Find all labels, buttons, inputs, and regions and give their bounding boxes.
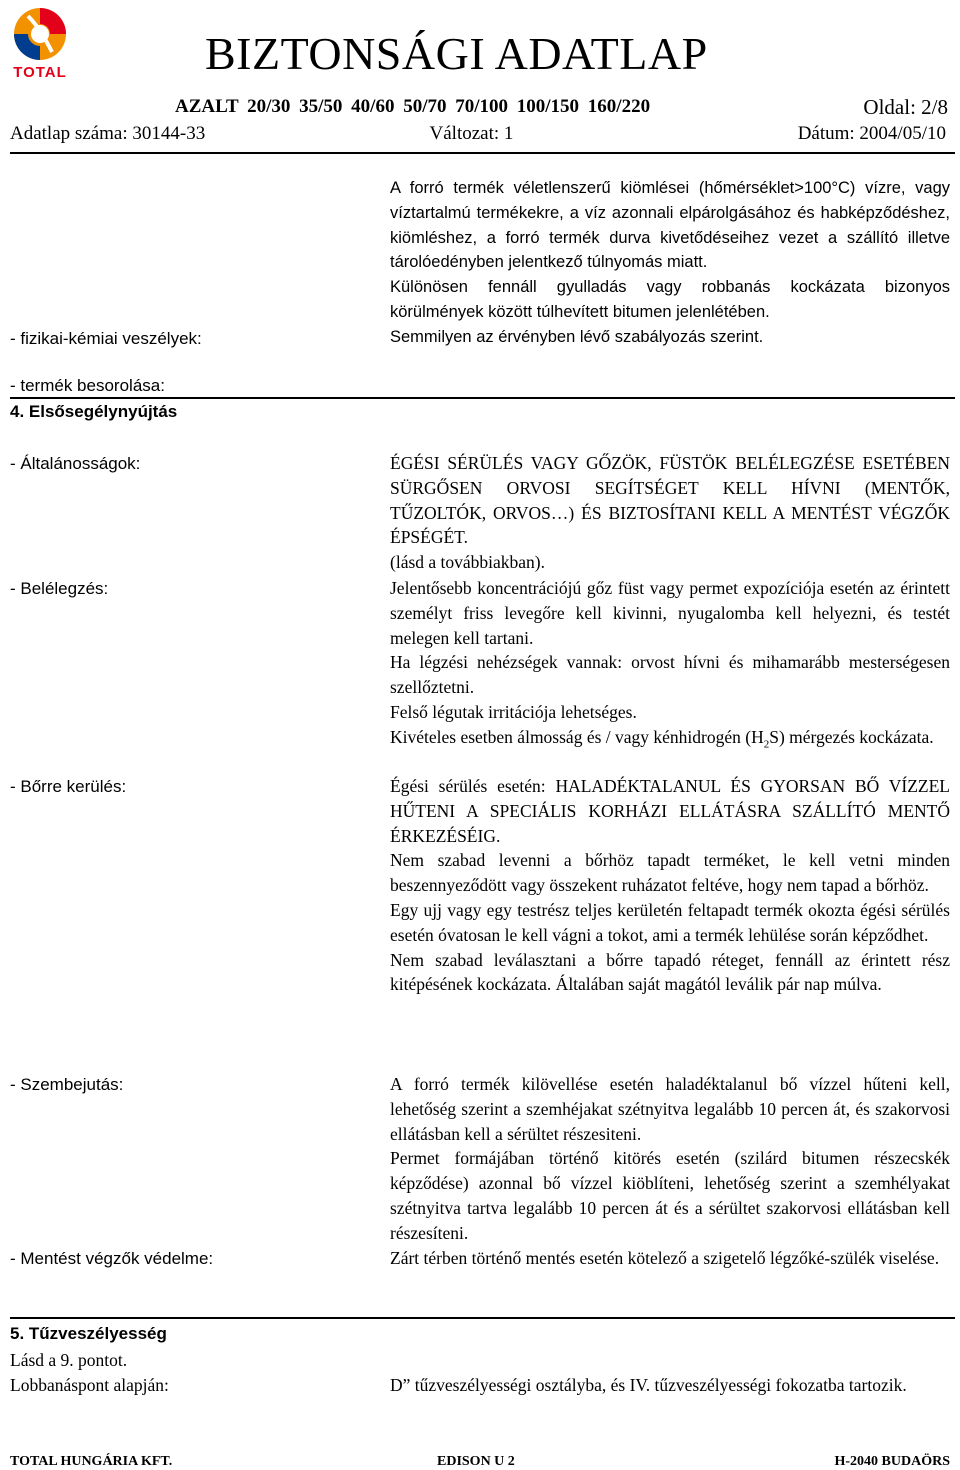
section4-divider: [10, 397, 955, 399]
inhalation-p4: [390, 725, 950, 757]
physchem-text: [390, 176, 950, 350]
sheet-number: Adatlap száma: 30144-33: [10, 123, 206, 144]
general-text: [390, 451, 950, 575]
inhalation-p4-b: S) mérgezés kockázata.: [769, 726, 934, 747]
label-inhalation: - Belélegzés:: [10, 579, 109, 598]
section5-see: Lásd a 9. pontot.: [10, 1350, 128, 1370]
footer-company: TOTAL HUNGÁRIA KFT.: [10, 1454, 173, 1469]
inhalation-p4-sub: 2: [763, 738, 770, 751]
product-list: AZALT 20/30 35/50 40/60 50/70 70/100 100/150 160/220: [175, 96, 651, 117]
general-p1: ÉGÉSI SÉRÜLÉS VAGY GŐZÖK, FÜSTÖK BELÉLEGZÉSE ESETÉBEN SÜRGŐSEN ORVOSI SEGÍTSÉGET KELL HÍVNI (MENTŐK, TŰZOLTÓK, ORVOS…) ÉS BIZTOSÍTANI KELL A MENTÉST VÉGZŐK ÉPSÉGÉT.: [390, 453, 950, 548]
total-logo: [8, 4, 72, 82]
logo-text: TOTAL: [13, 64, 67, 81]
skin-p1: Égési sérülés esetén: HALADÉKTALANUL ÉS GYORSAN BŐ VÍZZEL HŰTENI A SPECIÁLIS KORHÁZI ELLÁTÁSRA SZÁLLÍTÓ MENTŐ ÉRKEZÉSÉIG.: [390, 776, 950, 846]
inhalation-p1: Jelentősebb koncentrációjú gőz füst vagy permet expozíciója esetén az érintett személyt friss levegőre kell kivinni, nyugalomba kell helyezni, és testét melegen kell tartani.: [390, 578, 950, 648]
label-classification: - termék besorolása:: [10, 376, 165, 395]
version: Változat: 1: [429, 123, 514, 144]
inhalation-p3: Felső légutak irritációja lehetséges.: [390, 701, 637, 722]
skin-p2: Nem szabad levenni a bőrhöz tapadt terméket, le kell vetni minden beszennyeződött vagy összekent ruházatot feltéve, hogy nem tapad a bőrhöz.: [390, 850, 950, 896]
document-title: BIZTONSÁGI ADATLAP: [205, 28, 708, 79]
inhalation-text: [390, 576, 950, 757]
label-physchem: - fizikai-kémiai veszélyek:: [10, 329, 202, 348]
skin-text: [390, 774, 950, 997]
eye-p1: A forró termék kilövellése esetén haladéktalanul bő vízzel hűteni kell, lehetőség szerint a szemhéjakat szétnyitva legalább 10 percen át, és szakorvosi ellátásban kell a sérültet részesiteni.: [390, 1074, 950, 1144]
physchem-p1: A forró termék véletlenszerű kiömlései (hőmérséklet>100°C) vízre, vagy víztartalmú termékekre, a víz azonnali elpárolgásához és habképződéshez, kiömléshez, a forró termék durva kivetődéseihez vezet a szállító illetve tárolóedényben jelentkező túlnyomás miatt.: [390, 179, 950, 272]
general-note: (lásd a továbbiakban).: [390, 552, 546, 573]
label-flashpoint: Lobbanáspont alapján:: [10, 1375, 169, 1395]
label-eye: - Szembejutás:: [10, 1075, 124, 1094]
rescuers-p1: Zárt térben történő mentés esetén kötelező a szigetelő légzőké-szülék viselése.: [390, 1248, 940, 1268]
rescuers-text: [390, 1246, 950, 1271]
page-number: Oldal: 2/8: [863, 95, 948, 119]
label-rescuers: - Mentést végzők védelme:: [10, 1249, 214, 1268]
physchem-p3: Semmilyen az érvényben lévő szabályozás szerint.: [390, 327, 764, 346]
date: Dátum: 2004/05/10: [797, 123, 946, 144]
skin-p3: Egy ujj vagy egy testrész teljes kerületén feltapadt termék okozta égési sérülés esetén óvatosan le kell vágni a tokot, ami a termék lehülése során képződhet.: [390, 899, 950, 945]
section4-title: 4. Elsősegélynyújtás: [10, 402, 178, 421]
eye-text: [390, 1072, 950, 1246]
footer-street: EDISON U 2: [437, 1454, 515, 1469]
header-meta: [10, 122, 946, 146]
footer-city: H-2040 BUDAÖRS: [834, 1454, 950, 1469]
inhalation-p2: Ha légzési nehézségek vannak: orvost hívni és mihamarább mesterségesen szellőztetni.: [390, 652, 950, 698]
flashpoint-p1: D” tűzveszélyességi osztályba, és IV. tűzveszélyességi fokozatba tartozik.: [390, 1375, 907, 1395]
skin-p4: Nem szabad leválasztani a bőrre tapadó réteget, fennáll az érintett rész kitépésének kockázata. Általában saját magától leválik pár nap múlva.: [390, 949, 950, 995]
physchem-p2: Különösen fennáll gyulladás vagy robbanás kockázata bizonyos körülmények között túlhevített bitumen jelenlétében.: [390, 278, 950, 321]
eye-p2: Permet formájában történő kitörés esetén (szilárd bitumen részecskék képződése) azonnal bő vízzel kiöblíteni, lehetőség szerint a szemhélyakat szétnyitva tartva legalább 10 percen át és a sérültet szakorvosi ellátásban kell részesíteni.: [390, 1148, 950, 1243]
label-skin: - Bőrre kerülés:: [10, 777, 127, 796]
header-divider: [10, 152, 955, 154]
flashpoint-text: [390, 1373, 950, 1398]
section5-title: 5. Tűzveszélyesség: [10, 1324, 167, 1343]
label-general: - Általánosságok:: [10, 454, 141, 473]
inhalation-p4-a: Kivételes esetben álmosság és / vagy kénhidrogén (H: [390, 726, 764, 747]
section5-divider: [10, 1317, 955, 1319]
